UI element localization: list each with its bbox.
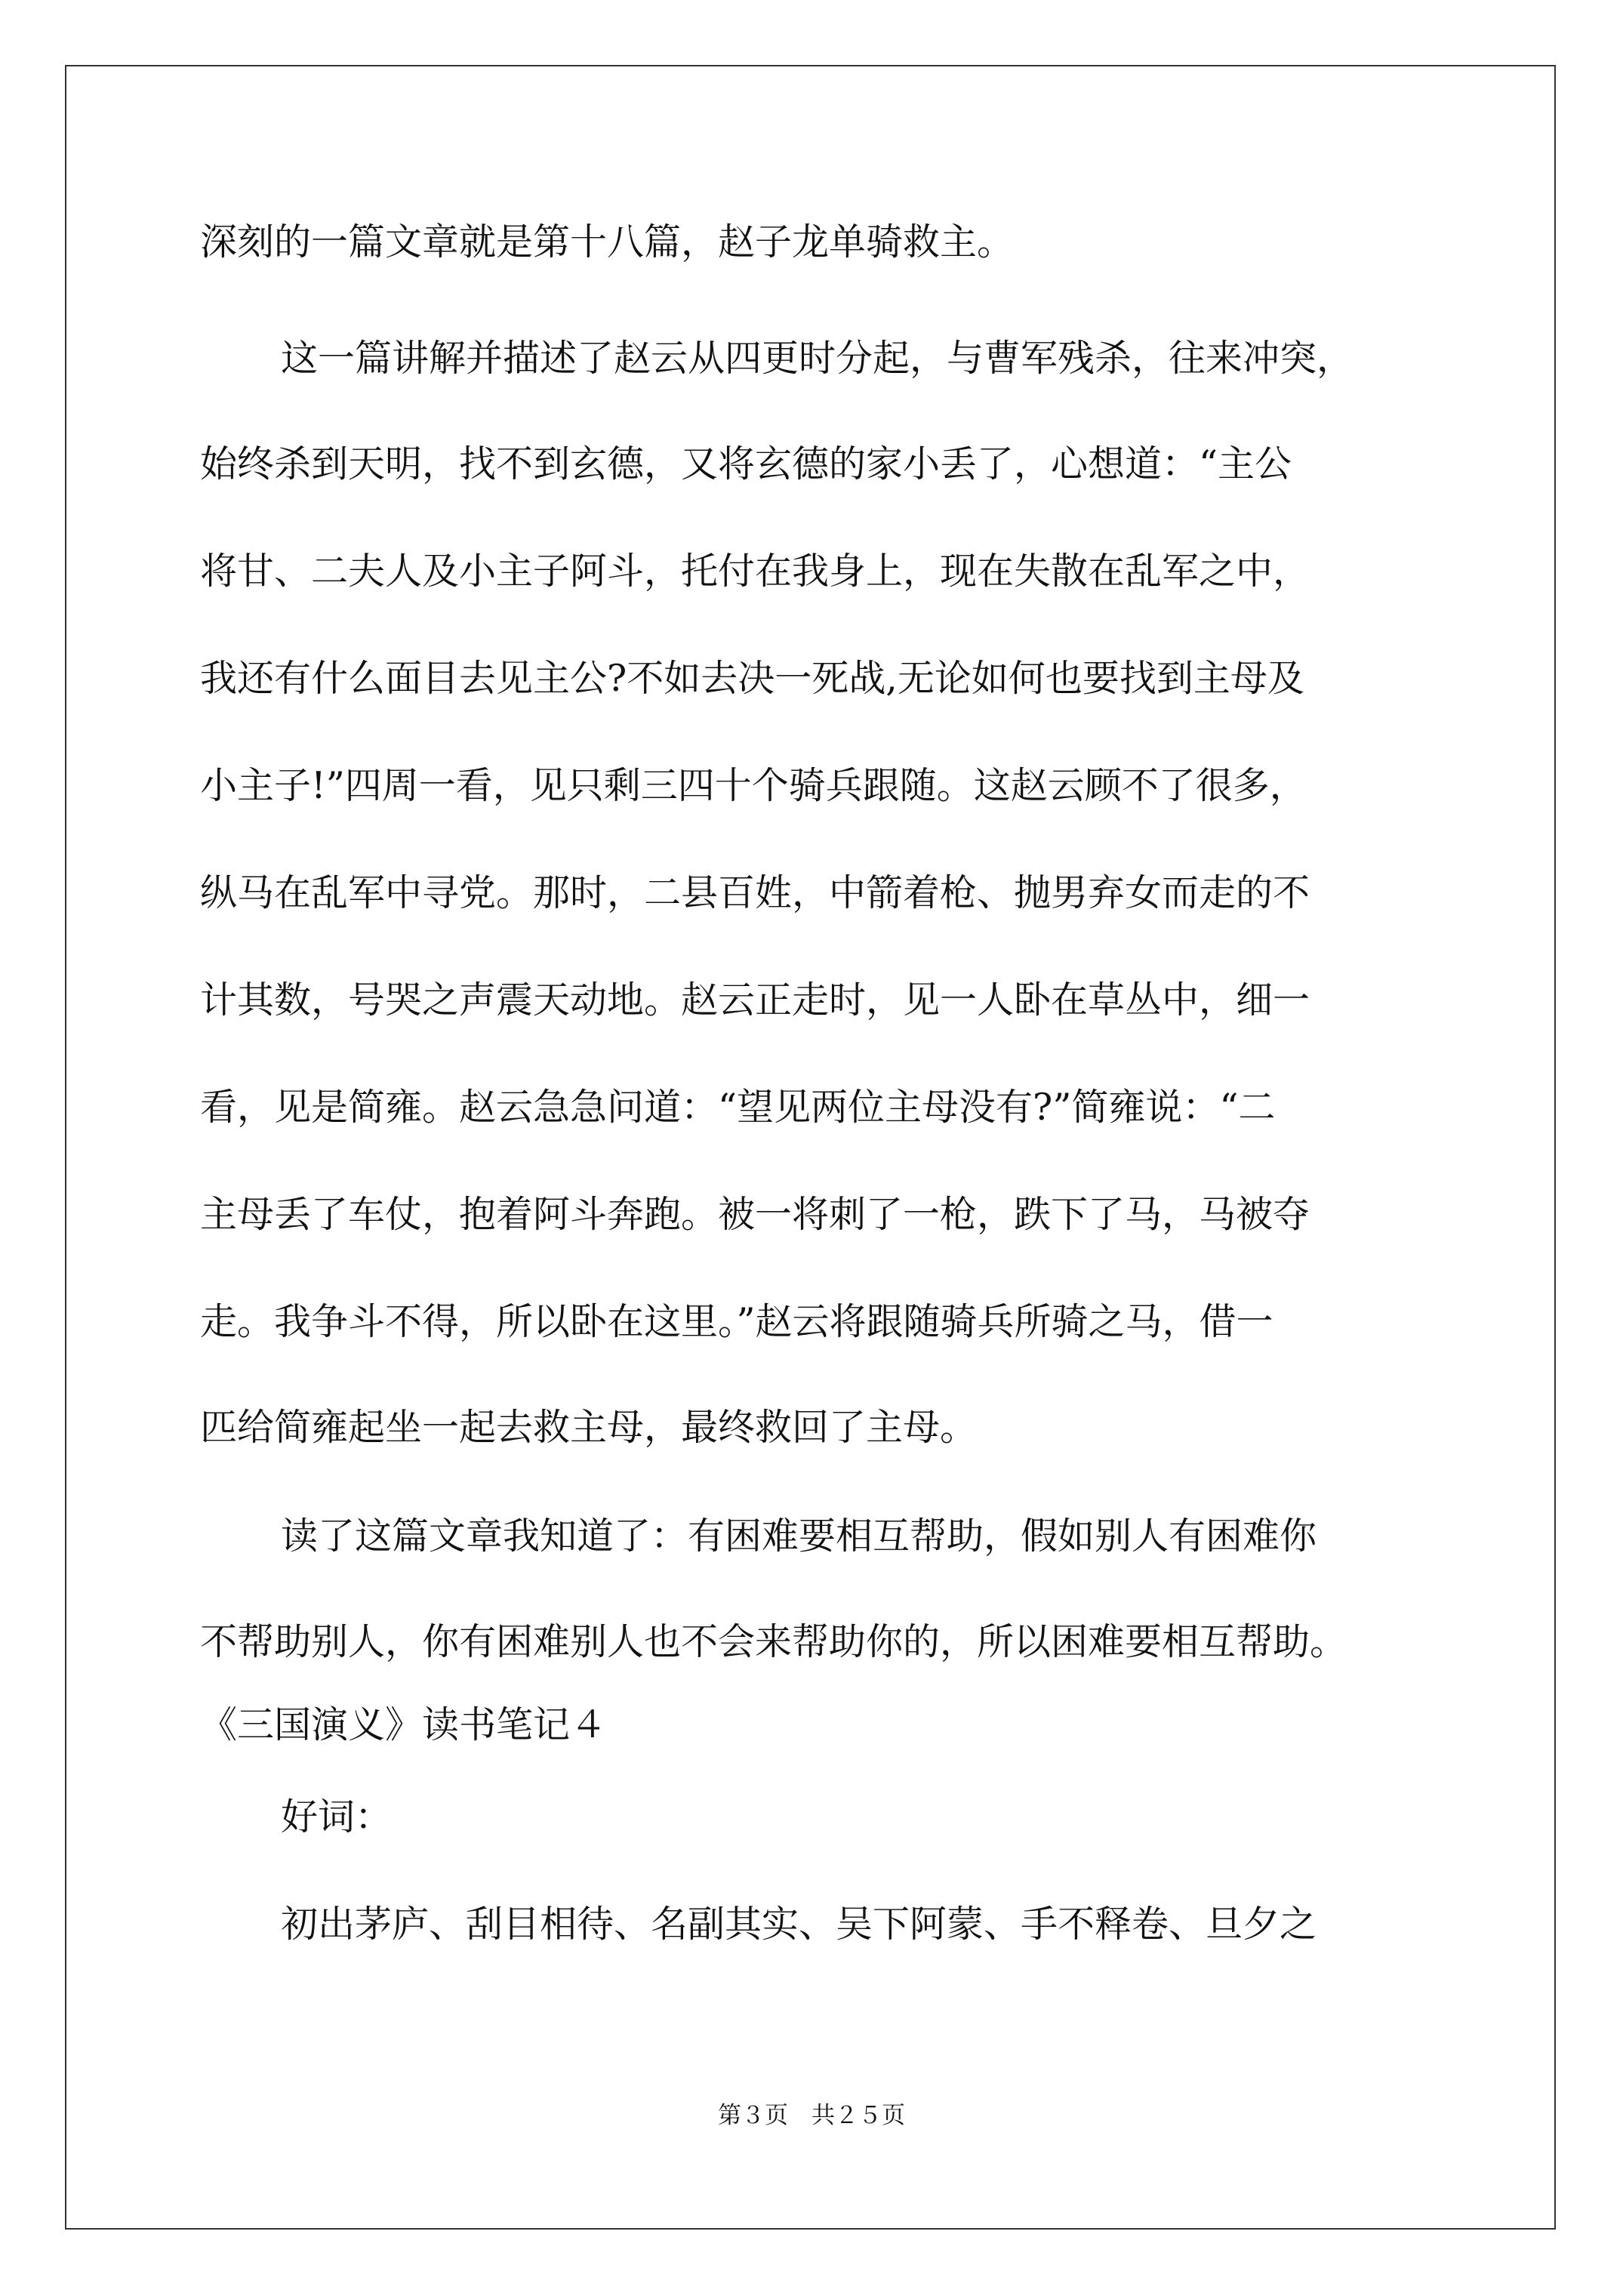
section-heading: 《三国演义》读书笔记４ [200,1703,608,1746]
page-number: 第３页 共２５页 [718,2102,905,2129]
text-line: 不帮助别人，你有困难别人也不会来帮助你的，所以困难要相互帮助。 [200,1620,1347,1663]
text-line: 小主子!”四周一看，见只剩三四十个骑兵跟随。这赵云顾不了很多， [200,764,1307,807]
text-line: 匹给简雍起坐一起去救主母，最终救回了主母。 [200,1406,978,1449]
text-line: 我还有什么面目去见主公?不如去决一死战,无论如何也要找到主母及 [200,657,1304,700]
text-line: 走。我争斗不得，所以卧在这里。”赵云将跟随骑兵所骑之马，借一 [200,1300,1273,1343]
text-line: 这一篇讲解并描述了赵云从四更时分起，与曹军残杀，往来冲突， [281,337,1354,380]
text-line: 纵马在乱军中寻党。那时，二县百姓，中箭着枪、抛男弃女而走的不 [200,871,1310,914]
text-line: 读了这篇文章我知道了：有困难要相互帮助，假如别人有困难你 [281,1515,1317,1558]
text-line: 深刻的一篇文章就是第十八篇，赵子龙单骑救主。 [200,220,1015,264]
text-line: 计其数，号哭之声震天动地。赵云正走时，见一人卧在草丛中，细一 [200,978,1310,1022]
text-line: 将甘、二夫人及小主子阿斗，托付在我身上，现在失散在乱军之中， [200,550,1310,593]
text-line: 始终杀到天明，找不到玄德，又将玄德的家小丢了，心想道：“主公 [200,442,1292,485]
text-line: 看，见是简雍。赵云急急问道：“望见两位主母没有?”简雍说：“二 [200,1086,1276,1129]
text-line: 初出茅庐、刮目相待、名副其实、吴下阿蒙、手不释卷、旦夕之 [281,1903,1317,1946]
text-line: 主母丢了车仗，抱着阿斗奔跑。被一将刺了一枪，跌下了马，马被夺 [200,1193,1310,1236]
text-line: 好词： [281,1795,393,1838]
